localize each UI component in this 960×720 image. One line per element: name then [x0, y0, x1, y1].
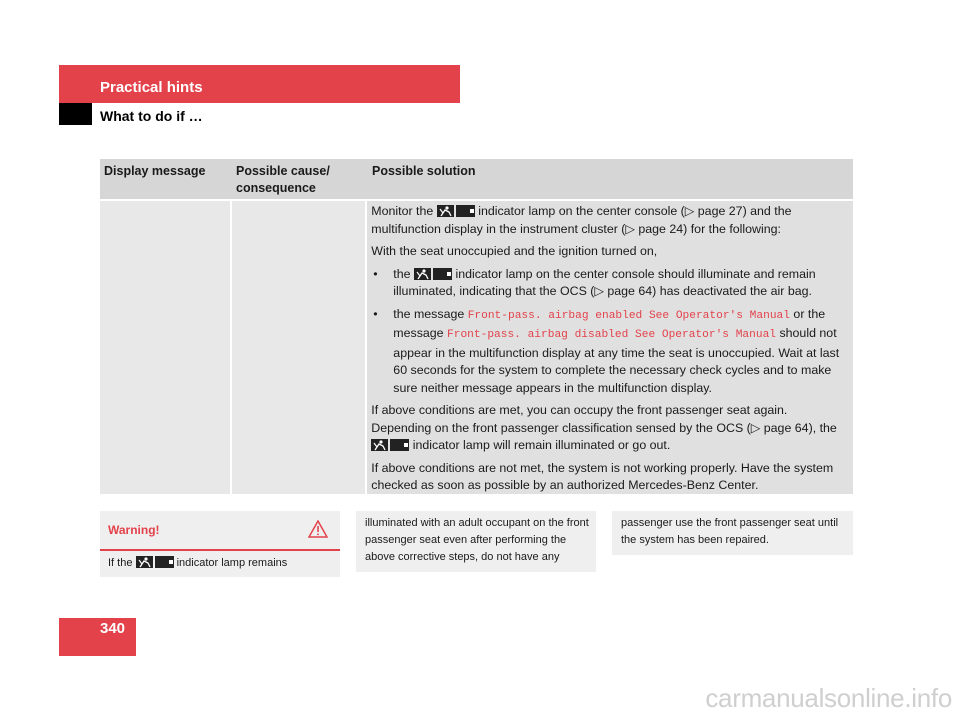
solution-para-1: Monitor the indicator lamp on the center console (▷ page 27) and the multifunction display in the instrument cluster (▷ page 24) for the following:	[371, 204, 792, 236]
warning-title: Warning!	[108, 523, 160, 537]
display-message-disabled: Front-pass. airbag disabled See Operator's Manual	[447, 329, 776, 341]
cell-display	[100, 201, 230, 494]
solution-para-4: If above conditions are not met, the system is not working properly. Have the system checked as soon as possible by an authorized Mercedes-Benz Center.	[371, 460, 834, 492]
warning-continued-text: illuminated with an adult occupant on the front passenger seat even after performing the above corrective steps, do not have any	[356, 511, 596, 572]
passenger-airbag-off-icon	[414, 268, 452, 280]
col-header-solution: Possible solution	[372, 164, 476, 178]
solution-para-2: With the seat unoccupied and the ignition turned on,	[371, 244, 658, 258]
warning-triangle-icon	[308, 520, 328, 538]
troubleshooting-table	[100, 159, 853, 494]
cell-solution	[367, 201, 853, 494]
warning-box	[100, 511, 340, 577]
col-header-cause: Possible cause/ consequence	[236, 164, 330, 195]
passenger-airbag-off-icon	[437, 205, 475, 217]
header-black-tab	[59, 103, 92, 125]
list-item: • the message Front-pass. airbag enabled See Operator's Manual or the message Front-pass. airbag disabled See Operator's Manual should not appear in the multifunction display at any time the seat is unoccupied. Wait at last 60 seconds for the system to complete the necessary check cycles and to make sure neither message appears in the multifunction display.	[373, 306, 840, 395]
passenger-airbag-off-icon	[136, 556, 174, 568]
warning-continued-text-2: passenger use the front passenger seat until the system has been repaired.	[612, 511, 853, 555]
solution-para-3: If above conditions are met, you can occupy the front passenger seat again. Depending on the front passenger classification sensed by the OCS (▷ page 64), the indicator lamp will remain illuminated or go out.	[371, 403, 837, 452]
col-header-display: Display message	[104, 164, 206, 178]
subsection-title: What to do if …	[100, 108, 203, 124]
warning-text: If the indicator lamp remains	[108, 557, 288, 569]
list-item: • the indicator lamp on the center console should illuminate and remain illuminated, indicating that the OCS (▷ page 64) has deactivated the air bag.	[373, 266, 816, 298]
table-row	[100, 201, 853, 494]
cell-cause	[232, 201, 366, 494]
passenger-airbag-off-icon	[371, 439, 409, 451]
warning-header	[100, 511, 340, 551]
page-number: 340	[100, 620, 126, 637]
table-header-row	[100, 159, 853, 199]
watermark: carmanualsonline.info	[705, 683, 952, 713]
section-title: Practical hints	[100, 79, 203, 96]
display-message-enabled: Front-pass. airbag enabled See Operator's Manual	[467, 309, 790, 322]
